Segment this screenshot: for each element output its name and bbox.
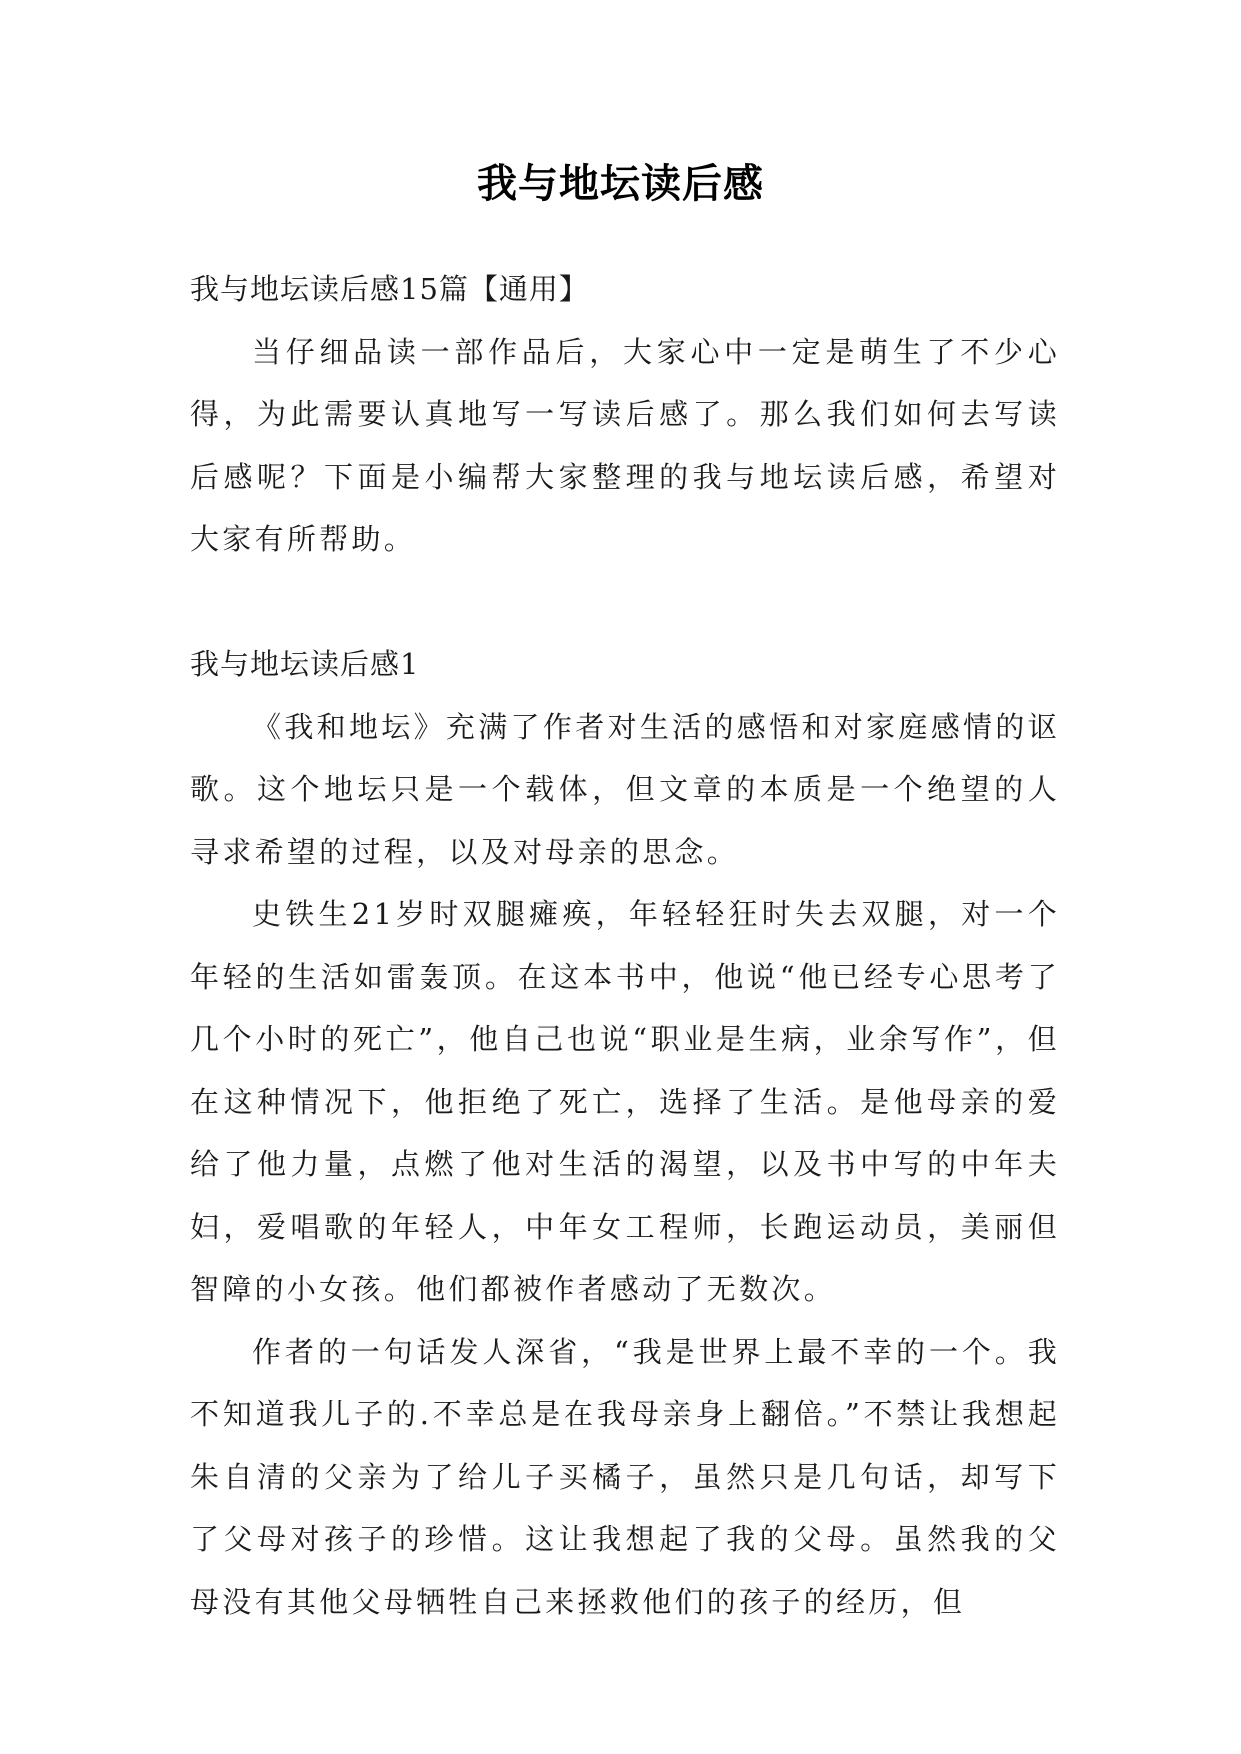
document-title: 我与地坛读后感 [477, 160, 764, 207]
document-body [190, 258, 1060, 1633]
body-paragraph: 《我和地坛》充满了作者对生活的感悟和对家庭感情的讴歌。这个地坛只是一个载体，但文章的本质是一个绝望的人寻求希望的过程，以及对母亲的思念。 [190, 709, 1060, 869]
section-heading: 我与地坛读后感1 [190, 647, 420, 681]
document-subtitle: 我与地坛读后感15篇【通用】 [190, 272, 589, 306]
body-paragraph: 作者的一句话发人深省，“我是世界上最不幸的一个。我不知道我儿子的.不幸总是在我母亲身上翻倍。”不禁让我想起朱自清的父亲为了给儿子买橘子，虽然只是几句话，却写下了父母对孩子的珍惜。这让我想起了我的父母。虽然我的父母没有其他父母牺牲自己来拯救他们的孩子的经历，但 [190, 1334, 1060, 1619]
intro-paragraph: 当仔细品读一部作品后，大家心中一定是萌生了不少心得，为此需要认真地写一写读后感了。那么我们如何去写读后感呢？下面是小编帮大家整理的我与地坛读后感，希望对大家有所帮助。 [190, 334, 1060, 556]
body-paragraph: 史铁生21岁时双腿瘫痪，年轻轻狂时失去双腿，对一个年轻的生活如雷轰顶。在这本书中，他说“他已经专心思考了几个小时的死亡”，他自己也说“职业是生病，业余写作”，但在这种情况下，他拒绝了死亡，选择了生活。是他母亲的爱给了他力量，点燃了他对生活的渴望，以及书中写的中年夫妇，爱唱歌的年轻人，中年女工程师，长跑运动员，美丽但智障的小女孩。他们都被作者感动了无数次。 [190, 897, 1060, 1306]
section-spacer [190, 571, 1060, 634]
